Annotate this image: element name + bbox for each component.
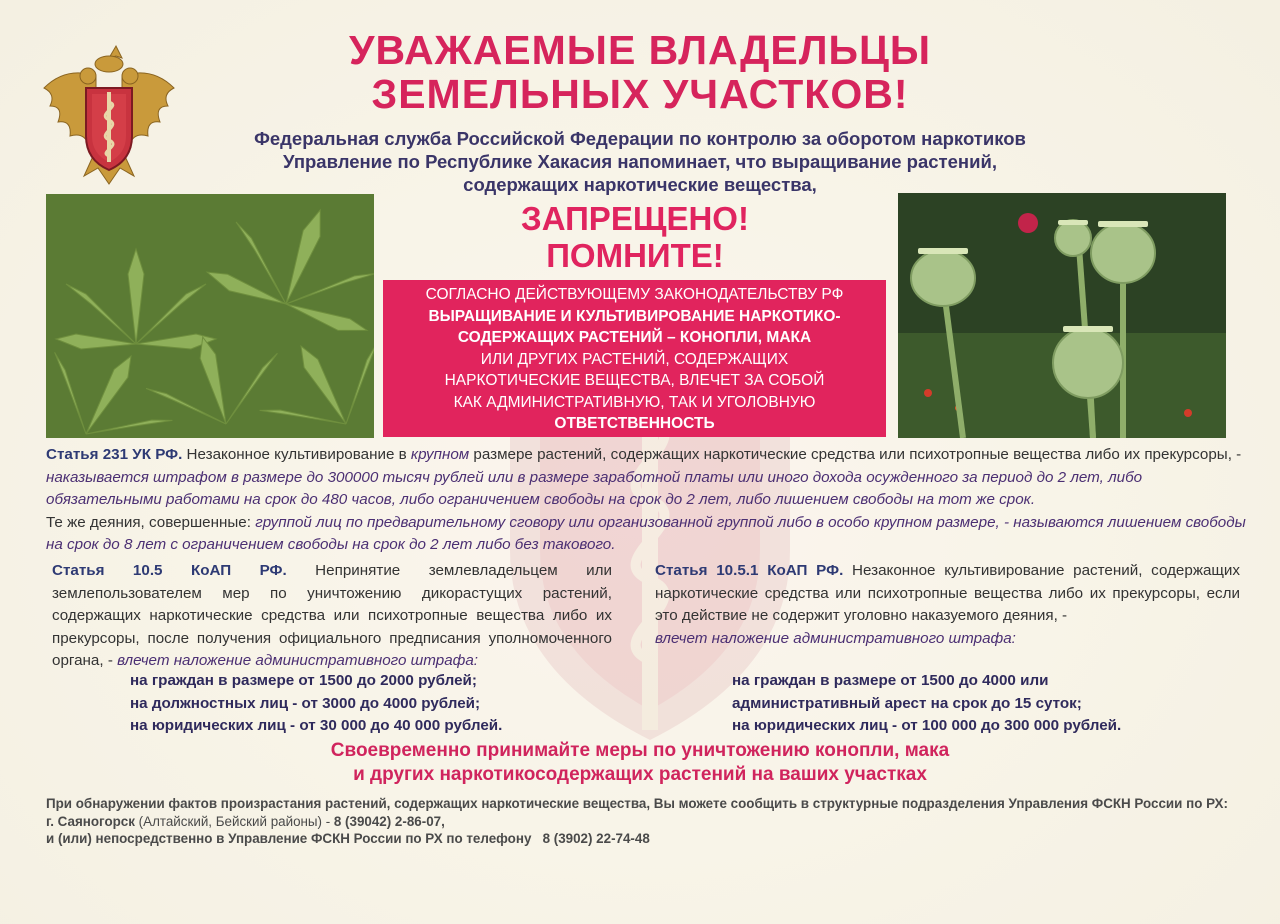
footer-districts: (Алтайский, Бейский районы) - <box>134 813 334 829</box>
page-title <box>210 28 1070 116</box>
article-231-text-2: размере растений, содержащих наркотические средства или психотропные вещества либо их прекурсоры, - <box>469 446 1242 463</box>
footer-city: г. Саяногорск <box>46 813 135 829</box>
article-10-5-text: Непринятие землевладельцем или землепользователем мер по уничтожению дикорастущих растений, содержащих наркотические средства или психотропные вещества либо их прекурсоры, после получения официального предписания уполномоченного органа, - <box>52 562 612 669</box>
article-10-5-1-label: Статья 10.5.1 КоАП РФ. <box>655 562 844 579</box>
notice-line-4: ИЛИ ДРУГИХ РАСТЕНИЙ, СОДЕРЖАЩИХ <box>480 350 789 368</box>
notice-line-5: НАРКОТИЧЕСКИЕ ВЕЩЕСТВА, ВЛЕЧЕТ ЗА СОБОЙ <box>444 372 825 389</box>
title-line-1: УВАЖАЕМЫЕ ВЛАДЕЛЬЦЫ <box>348 27 932 73</box>
article-231-text-3: Те же деяния, совершенные: <box>46 513 256 531</box>
subtitle-line-1: Федеральная служба Российской Федерации по контролю за оборотом наркотиков <box>254 128 1026 149</box>
cannabis-photo <box>46 194 374 438</box>
notice-line-2: ВЫРАЩИВАНИЕ И КУЛЬТИВИРОВАНИЕ НАРКОТИКО- <box>428 307 841 325</box>
article-231-label: Статья 231 УК РФ. <box>46 446 183 463</box>
article-231-italic-1: крупном <box>410 446 470 463</box>
footer-phone-1: 8 (39042) 2-86-07, <box>333 813 445 829</box>
contact-footer <box>46 795 1236 848</box>
fine-arrest: административный арест на срок до 15 суток; <box>732 694 1082 712</box>
law-notice-box <box>383 280 886 437</box>
article-10-5-1-text: Незаконное культивирование растений, содержащих наркотические средства или психотропные вещества либо их прекурсоры, если это действие не содержит уголовно наказуемого деяния, - <box>655 562 1240 624</box>
cannabis-leaves-image <box>46 194 374 438</box>
fine-officials: на должностных лиц - от 3000 до 4000 рублей; <box>130 694 481 712</box>
article-10-5-1-fines <box>732 670 1212 738</box>
fine-citizens-2: на граждан в размере от 1500 до 4000 или <box>732 672 1049 689</box>
remember-text: ПОМНИТЕ! <box>546 237 724 274</box>
article-10-5-penalty: влечет наложение административного штрафа: <box>117 652 478 669</box>
warning-heading <box>380 200 890 274</box>
double-headed-eagle-emblem-icon <box>36 36 182 188</box>
article-10-5-1 <box>655 560 1240 650</box>
callout-line-1: Своевременно принимайте меры по уничтожению конопли, мака <box>330 740 950 761</box>
poppy-photo <box>898 193 1226 438</box>
article-10-5-fines <box>130 670 600 738</box>
callout <box>160 739 1120 787</box>
article-231-penalty: наказывается штрафом в размере до 300000 тысяч рублей или в размере заработной платы или иного дохода осужденного за период до 2 лет, либо обязательными работами на срок до 480 часов, либо ограничением свободы на срок до 2 лет, либо лишением свободы на тот же срок. <box>46 468 1143 508</box>
fine-citizens: на граждан в размере от 1500 до 2000 рублей; <box>130 672 477 689</box>
article-10-5-1-penalty: влечет наложение административного штрафа: <box>655 629 1016 647</box>
article-10-5-label: Статья 10.5 КоАП РФ. <box>52 562 287 579</box>
footer-phone-2: 8 (3902) 22-74-48 <box>542 831 650 846</box>
subtitle-line-3: содержащих наркотические вещества, <box>463 174 817 195</box>
footer-line-3: и (или) непосредственно в Управление ФСКН России по РХ по телефону <box>46 831 532 846</box>
subtitle <box>180 127 1100 196</box>
notice-line-7: ОТВЕТСТВЕННОСТЬ <box>554 415 715 432</box>
article-231-aggravated: группой лиц по предварительному сговору или организованной группой либо в особо крупном размере, - называются лишением свободы на срок до 8 лет с ограничением свободы на срок до 2 лет либо без такового. <box>46 513 1246 553</box>
footer-intro: При обнаружении фактов произрастания растений, содержащих наркотические вещества, Вы можете сообщить в структурные подразделения Управления ФСКН России по РХ: <box>46 796 1228 811</box>
fine-legal-entities-2: на юридических лиц - от 100 000 до 300 000 рублей. <box>732 717 1122 734</box>
poppy-pods-image <box>898 193 1226 438</box>
subtitle-line-2: Управление по Республике Хакасия напоминает, что выращивание растений, <box>283 151 997 172</box>
forbidden-text: ЗАПРЕЩЕНО! <box>521 200 749 237</box>
callout-line-2: и других наркотикосодержащих растений на ваших участках <box>353 764 927 785</box>
article-10-5 <box>52 560 612 673</box>
notice-line-3: СОДЕРЖАЩИХ РАСТЕНИЙ – КОНОПЛИ, МАКА <box>457 329 812 346</box>
article-231-text-1: Незаконное культивирование в <box>182 446 411 463</box>
notice-line-1: СОГЛАСНО ДЕЙСТВУЮЩЕМУ ЗАКОНОДАТЕЛЬСТВУ РФ <box>425 286 844 303</box>
notice-line-6: КАК АДМИНИСТРАТИВНУЮ, ТАК И УГОЛОВНУЮ <box>453 393 816 411</box>
article-231 <box>46 444 1246 557</box>
title-line-2: ЗЕМЕЛЬНЫХ УЧАСТКОВ! <box>371 71 909 117</box>
fine-legal-entities: на юридических лиц - от 30 000 до 40 000 рублей. <box>130 717 503 734</box>
